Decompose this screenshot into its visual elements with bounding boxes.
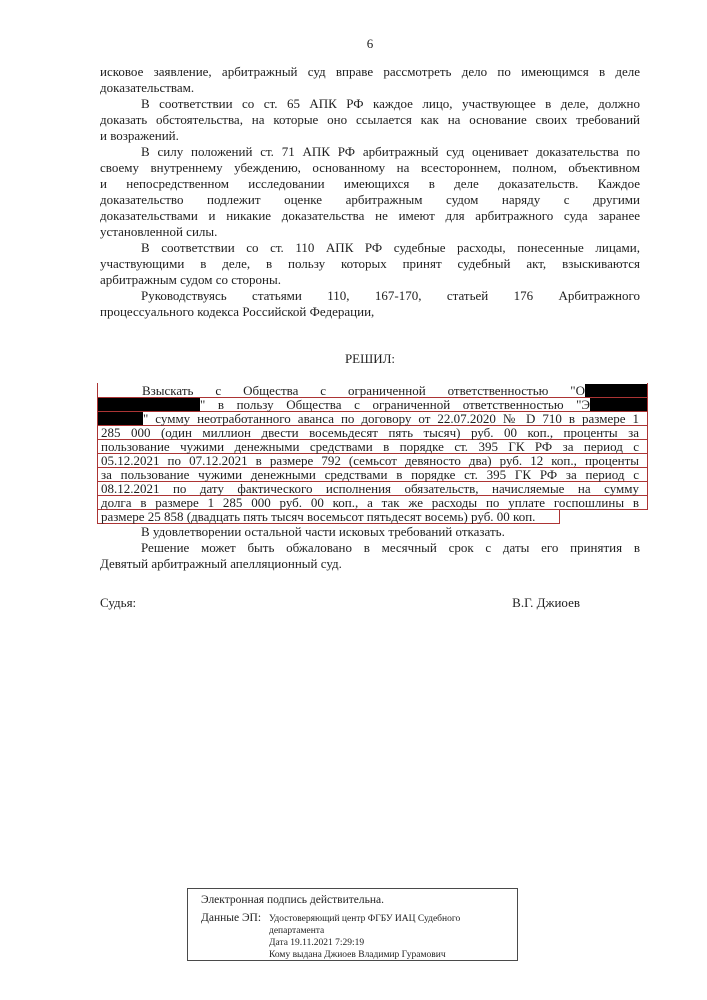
esign-date: Дата 19.11.2021 7:29:19 [269, 938, 365, 948]
resolution-line [97, 439, 648, 454]
resolution-text: размере 25 858 (двадцать пять тысяч восемьсот пятьдесят восемь) руб. 00 коп. [101, 509, 536, 524]
resolution-text: за пользование чужими денежными средствами в порядке ст. 395 ГК РФ за период с [101, 467, 639, 482]
redaction-block [590, 398, 647, 411]
paragraph-line: доказательствами и никакие доказательства не имеют для арбитражного суда заранее [100, 208, 640, 223]
resolution-line [97, 467, 648, 482]
judge-name: В.Г. Джиоев [512, 595, 580, 610]
post-resolution-paragraphs [100, 524, 640, 572]
paragraph-line: В соответствии со ст. 110 АПК РФ судебные расходы, понесенные лицами, [141, 240, 640, 255]
redaction-block [98, 412, 143, 425]
resolution-line [97, 425, 648, 440]
paragraph-line: своему внутреннему убеждению, основанному на всестороннем, полном, объективном [100, 160, 640, 175]
resolution-line [97, 453, 648, 468]
resolution-line [97, 495, 648, 510]
paragraph-line: Руководствуясь статьями 110, 167-170, статьей 176 Арбитражного [141, 288, 640, 303]
resolution-text: 08.12.2021 по дату фактического исполнения обязательств, начисляемые на сумму [101, 481, 639, 496]
paragraph-line: В соответствии со ст. 65 АПК РФ каждое лицо, участвующее в деле, должно [141, 96, 640, 111]
paragraph-line: исковое заявление, арбитражный суд вправе рассмотреть дело по имеющимся в деле [100, 64, 640, 79]
document-body [100, 64, 640, 611]
paragraph-line: В удовлетворении остальной части исковых требований отказать. [141, 524, 505, 539]
paragraph-line: В силу положений ст. 71 АПК РФ арбитражный суд оценивает доказательства по [141, 144, 640, 159]
body-paragraphs [100, 64, 640, 320]
paragraph-line: Девятый арбитражный апелляционный суд. [100, 556, 342, 571]
paragraph-line: Решение может быть обжаловано в месячный срок с даты его принятия в [141, 540, 640, 555]
resolution-text: пользование чужими денежными средствами в порядке ст. 395 ГК РФ за период с [101, 439, 639, 454]
page-number: 6 [366, 36, 374, 51]
judge-label: Судья: [100, 595, 137, 610]
paragraph-line: установленной силы. [100, 224, 218, 239]
resolution-line [97, 397, 648, 412]
resolution-text: " в пользу Общества с ограниченной ответственностью "Э [200, 397, 590, 412]
esign-data-label: Данные ЭП: [201, 912, 262, 924]
resolution-text: 05.12.2021 по 07.12.2021 в размере 792 (семьсот девяносто два) руб. 12 коп., проценты [101, 453, 639, 468]
resolution-text: " сумму неотработанного аванса по договору от 22.07.2020 № D 710 в размере 1 [143, 411, 639, 426]
paragraph-line: доказательство подлежит оценке арбитражным судом наряду с другими [100, 192, 640, 207]
electronic-signature-box [187, 888, 518, 961]
paragraph-line: доказательствам. [100, 80, 195, 95]
resolution-text: 285 000 (один миллион двести восемьдесят пять тысяч) руб. 00 коп., проценты за [101, 425, 639, 440]
resolution-line [97, 509, 560, 524]
redaction-block [98, 398, 200, 411]
resolution-text: долга в размере 1 285 000 руб. 00 коп., а так же расходы по уплате госпошлины в [101, 495, 639, 510]
esign-issued-to: Кому выдана Джиоев Владимир Гурамович [269, 950, 446, 960]
resolution-line [97, 383, 648, 398]
resolution-line [97, 411, 648, 426]
resolution-line [97, 481, 648, 496]
redaction-block [585, 384, 647, 397]
esign-title: Электронная подпись действительна. [201, 894, 384, 906]
paragraph-line: арбитражным судом со стороны. [100, 272, 281, 287]
resolution-text: Взыскать с Общества с ограниченной ответственностью "О [142, 382, 585, 398]
paragraph-line: доказать обстоятельства, на которые оно ссылается как на основание своих требований [100, 112, 640, 127]
paragraph-line: участвующими в деле, в пользу которых принят судебный акт, взыскиваются [100, 256, 640, 271]
decision-heading: РЕШИЛ: [344, 351, 396, 366]
paragraph-line: и возражений. [100, 128, 179, 143]
esign-details [269, 913, 479, 961]
judge-signature-row [100, 595, 640, 611]
indent-spacer [101, 390, 142, 391]
esign-certifying-center: Удостоверяющий центр ФГБУ ИАЦ Судебного департамента [269, 914, 461, 936]
resolution-block [97, 383, 648, 524]
paragraph-line: процессуального кодекса Российской Федерации, [100, 304, 375, 319]
paragraph-line: и непосредственном исследовании имеющихся в деле доказательств. Каждое [100, 176, 640, 191]
